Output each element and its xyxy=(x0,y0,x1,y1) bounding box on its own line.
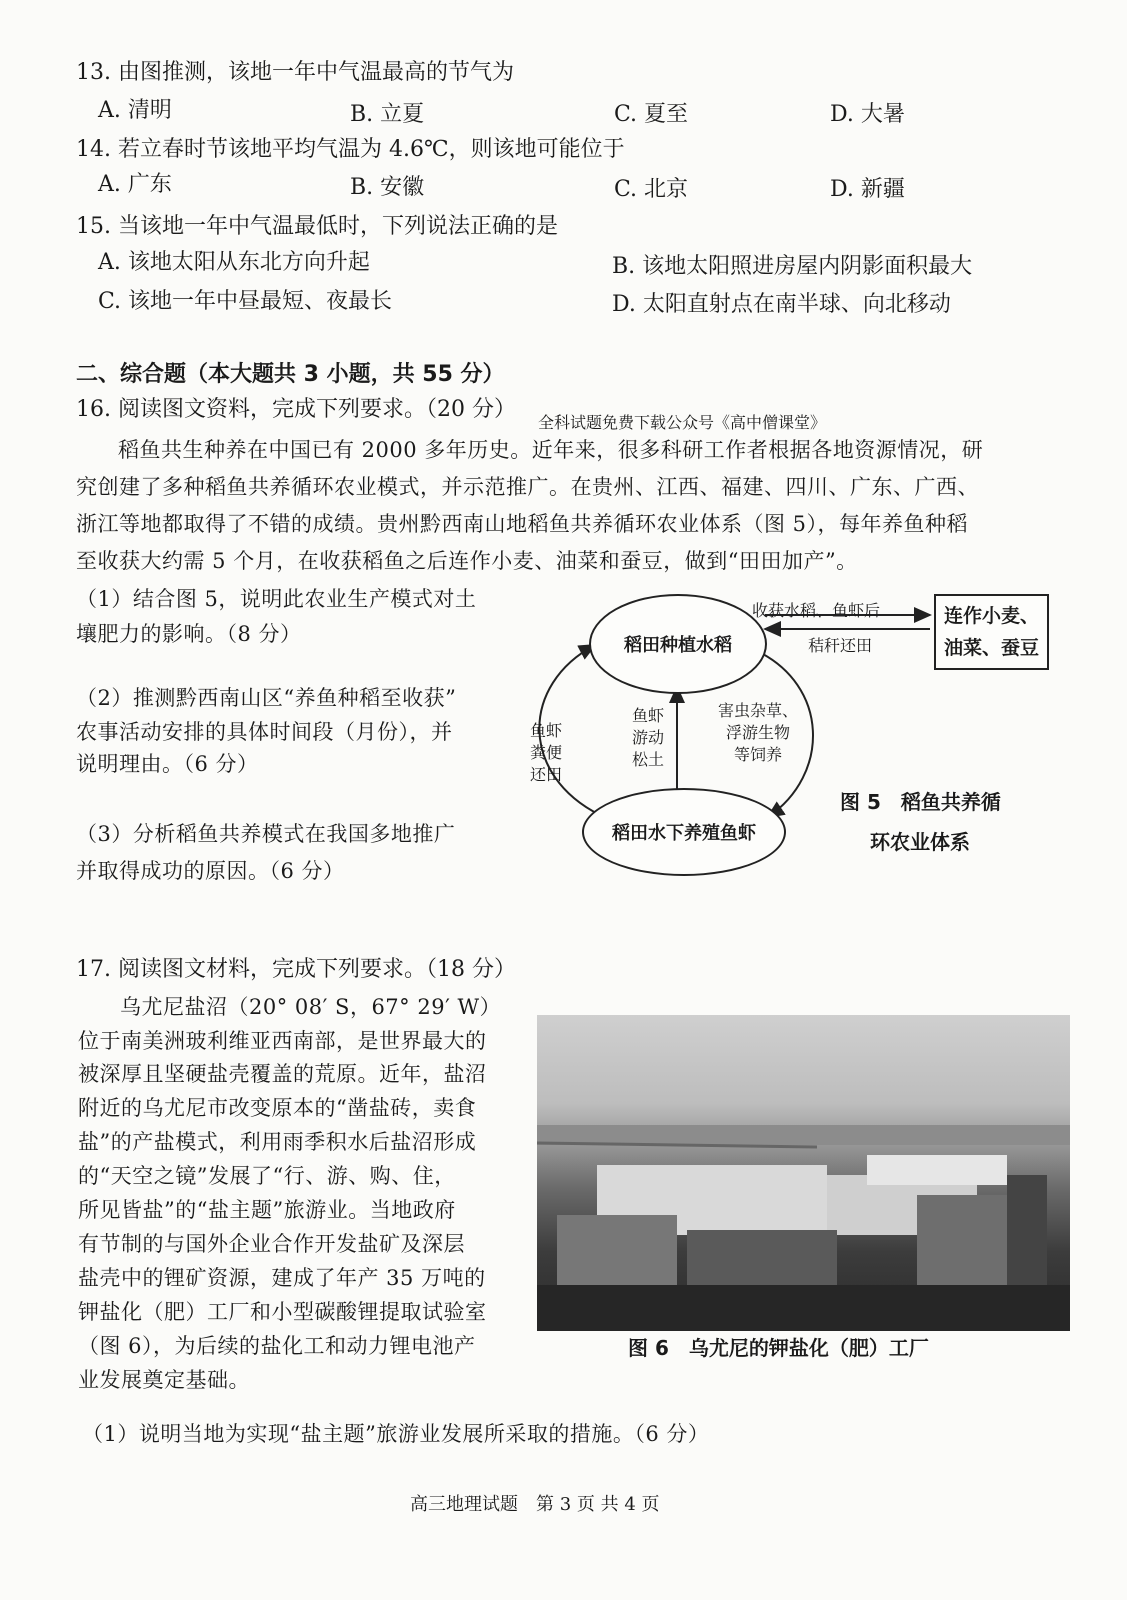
q16-para-line: 稻鱼共生种养在中国已有 2000 多年历史。近年来，很多科研工作者根据各地资源情况，研 xyxy=(118,438,984,462)
figure-5-caption-line1: 图 5 稻鱼共养循 xyxy=(840,790,1001,814)
q14-stem: 14. 若立春时节该地平均气温为 4.6℃，则该地可能位于 xyxy=(76,137,625,162)
q14-option-c: C. 北京 xyxy=(614,177,689,202)
figure-5-caption-line2: 环农业体系 xyxy=(870,830,970,854)
node-fish-farming: 稻田水下养殖鱼虾 xyxy=(582,788,786,876)
q16-sub2-line: （2）推测黔西南山区“养鱼种稻至收获” xyxy=(76,686,457,710)
q15-option-a: A. 该地太阳从东北方向升起 xyxy=(98,250,370,275)
box-line: 连作小麦、 xyxy=(944,605,1040,627)
q16-sub2-line: 说明理由。（6 分） xyxy=(76,752,259,776)
label-fish-loosen-soil xyxy=(632,705,664,771)
q17-sub1: （1）说明当地为实现“盐主题”旅游业发展所采取的措施。（6 分） xyxy=(82,1422,710,1446)
factory-illustration xyxy=(537,1015,1070,1331)
q17-para-line: 有节制的与国外企业合作开发盐矿及深层 xyxy=(78,1232,465,1256)
q13-option-c: C. 夏至 xyxy=(614,102,689,127)
q16-sub3-line: 并取得成功的原因。（6 分） xyxy=(76,859,345,883)
q16-para-line: 至收获大约需 5 个月，在收获稻鱼之后连作小麦、油菜和蚕豆，做到“田田加产”。 xyxy=(76,549,858,573)
q15-option-b: B. 该地太阳照进房屋内阴影面积最大 xyxy=(612,254,973,279)
q14-option-a: A. 广东 xyxy=(98,172,172,197)
q17-para-line: 位于南美洲玻利维亚西南部，是世界最大的 xyxy=(78,1029,487,1053)
q16-para-line: 浙江等地都取得了不错的成绩。贵州黔西南山地稻鱼共养循环农业体系（图 5），每年养鱼种稻 xyxy=(76,512,969,536)
figure-6-photo xyxy=(537,1015,1070,1331)
q16-para-line: 究创建了多种稻鱼共养循环农业模式，并示范推广。在贵州、江西、福建、四川、广东、广西、 xyxy=(76,475,979,499)
q17-para-line: 附近的乌尤尼市改变原本的“凿盐砖，卖食 xyxy=(78,1096,477,1120)
page-footer: 高三地理试题 第 3 页 共 4 页 xyxy=(410,1494,660,1515)
q17-para-line: 钾盐化（肥）工厂和小型碳酸锂提取试验室 xyxy=(78,1300,487,1324)
q13-option-b: B. 立夏 xyxy=(350,102,425,127)
q17-para-line: 的“天空之镜”发展了“行、游、购、住， xyxy=(78,1164,456,1188)
arrow-label-straw: 秸秆还田 xyxy=(808,636,873,655)
label-line: 鱼虾 xyxy=(632,706,665,725)
label-line: 粪便 xyxy=(530,743,563,762)
label-line: 害虫杂草、 xyxy=(718,701,799,720)
label-fish-manure xyxy=(530,720,562,786)
label-line: 浮游生物 xyxy=(726,723,791,742)
label-line: 等饲养 xyxy=(734,745,783,764)
q17-para-line: 被深厚且坚硬盐壳覆盖的荒原。近年，盐沼 xyxy=(78,1062,487,1086)
label-pest-feed xyxy=(718,700,798,766)
q16-sub2-line: 农事活动安排的具体时间段（月份），并 xyxy=(76,720,453,744)
q16-sub1-line: 壤肥力的影响。（8 分） xyxy=(76,622,302,646)
q17-para-line: 盐壳中的锂矿资源，建成了年产 35 万吨的 xyxy=(78,1266,486,1290)
q17-para-line: 乌尤尼盐沼（20° 08′ S，67° 29′ W） xyxy=(120,995,502,1019)
q16-stem: 16. 阅读图文资料，完成下列要求。（20 分） xyxy=(76,397,516,422)
watermark-text: 全科试题免费下载公众号《高中僧课堂》 xyxy=(538,413,827,432)
q17-para-line: 盐”的产盐模式，利用雨季积水后盐沼形成 xyxy=(78,1130,477,1154)
label-line: 游动 xyxy=(632,728,665,747)
label-line: 还田 xyxy=(530,765,563,784)
q16-sub1-line: （1）结合图 5，说明此农业生产模式对土 xyxy=(76,587,477,611)
box-rotation-crops xyxy=(934,594,1049,670)
label-line: 松土 xyxy=(632,750,665,769)
q13-stem: 13. 由图推测，该地一年中气温最高的节气为 xyxy=(76,60,514,85)
box-line: 油菜、蚕豆 xyxy=(944,637,1040,659)
q15-option-c: C. 该地一年中昼最短、夜最长 xyxy=(98,289,393,314)
figure-6-caption: 图 6 乌尤尼的钾盐化（肥）工厂 xyxy=(628,1336,929,1360)
q17-para-line: 所见皆盐”的“盐主题”旅游业。当地政府 xyxy=(78,1198,456,1222)
arrow-label-harvest: 收获水稻、鱼虾后 xyxy=(752,601,881,620)
q14-option-d: D. 新疆 xyxy=(830,177,905,202)
q14-option-b: B. 安徽 xyxy=(350,175,425,200)
q17-para-line: （图 6），为后续的盐化工和动力锂电池产 xyxy=(78,1334,476,1358)
q15-option-d: D. 太阳直射点在南半球、向北移动 xyxy=(612,292,951,317)
q13-option-d: D. 大暑 xyxy=(830,102,905,127)
q17-para-line: 业发展奠定基础。 xyxy=(78,1368,250,1392)
q16-sub3-line: （3）分析稻鱼共养模式在我国多地推广 xyxy=(76,822,456,846)
q15-stem: 15. 当该地一年中气温最低时，下列说法正确的是 xyxy=(76,214,558,239)
label-line: 鱼虾 xyxy=(530,721,563,740)
q13-option-a: A. 清明 xyxy=(98,98,172,123)
q17-stem: 17. 阅读图文材料，完成下列要求。（18 分） xyxy=(76,957,516,982)
node-rice-planting: 稻田种植水稻 xyxy=(589,594,767,694)
section-heading: 二、综合题（本大题共 3 小题，共 55 分） xyxy=(76,362,505,387)
